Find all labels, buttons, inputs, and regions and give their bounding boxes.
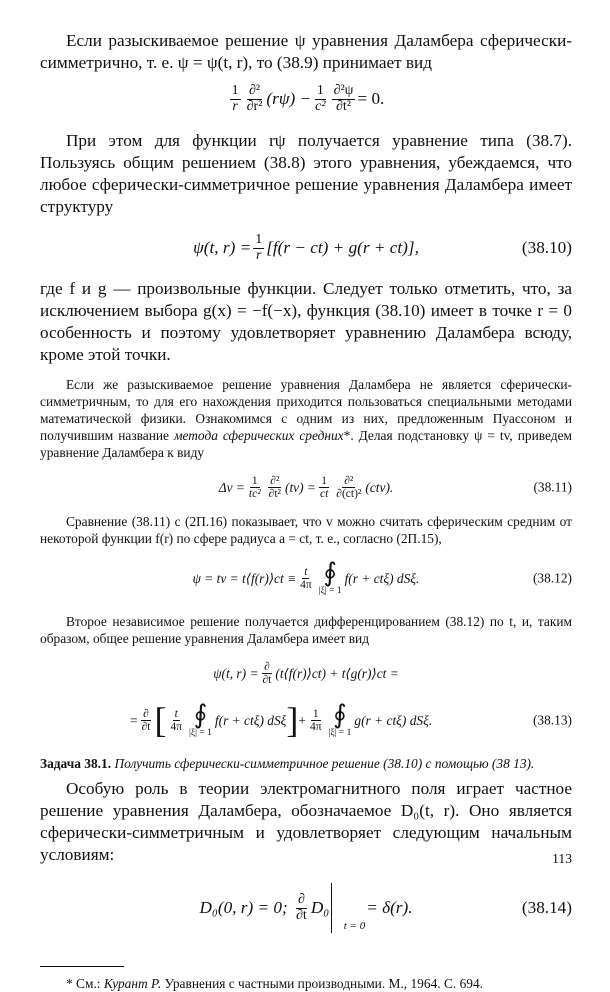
equation-number: (38.14) [521,898,572,918]
equation-number: (38.13) [532,712,572,728]
surface-integral-icon: ∮ |ξ| = 1 [328,700,352,739]
equation-number: (38.11) [533,479,572,495]
task-38-1: Задача 38.1. Получить сферически-симметричное решение (38.10) с помощью (38 13). [40,756,535,772]
equation-number: (38.12) [532,570,572,586]
paragraph-2: При этом для функции rψ получается уравнение типа (38.7). Пользуясь общим решением (38.8) этого уравнения, убеждаемся, что любое сферически-симметричное решение уравнения Даламбера имеет структуру [40,131,572,217]
page-number: 113 [552,851,572,866]
paragraph-5: Сравнение (38.11) с (2П.16) показывает, что v можно считать сферическим средним от некоторой функции f(r) по сфере радиуса a = ct, т. е., согласно (2П.15), [40,514,572,547]
footnote: * См.: Курант Р. Уравнения с частными производными. М., 1964. С. 694. [66,976,484,992]
equation-38-13-line2: = $\frac{\partial}{\partial t}$ [ $\frac{t}{4\pi}$ ∮ |ξ| = 1 f(r + ctξ) dSξ ] + $\frac{1}{4\pi}$ ∮ |ξ| = 1 g(r + ctξ) dSξ. (38.13) [130,700,572,741]
equation-number: (38.10) [521,238,572,258]
surface-integral-icon: ∮ |ξ| = 1 [189,700,212,739]
surface-integral-icon: ∮ |ξ| = 1 [318,558,342,597]
paragraph-3: где f и g — произвольные функции. Следует только отметить, что, за исключением выбора g(x) = −f(−x), функция (38.10) имеет в точке r = 0 особенность и поэтому удовлетворяет уравнению Даламбера всюду, кроме этой точки. [40,279,572,365]
page-content [40,30,572,992]
paragraph-6: Второе независимое решение получается дифференцированием (38.12) по t, и, таким образом, общее решение уравнения Даламбера имеет вид [40,614,572,647]
footnote-divider [40,966,124,967]
equation-38-10: ψ(t, r) = $\frac{1}{r}$ [f(r − ct) + g(r + ct)], (38.10) [193,232,572,263]
equation-38-14: D₀(0, r) = 0; $\frac{\partial}{\partial t}$ D₀ t = 0 = δ(r). (38.14) [40,880,572,936]
equation-38-11: Δv = $\frac{1}{\text{tc²}}$ $\frac{\text{∂²}}{\text{∂t²}}$ (tv) = $\frac{1}{ct}$ $\frac{\text{∂²}}{\text{∂(ct)²}}$ (ctv). (38.11) [218,474,572,500]
equation-38-12: ψ = tv = t⟨f(r)⟩ct ≡ $\frac{t}{4\pi}$ ∮ |ξ| = 1 f(r + ctξ) dSξ. (38.12) [192,558,572,597]
paragraph-1: Если разыскиваемое решение ψ уравнения Даламбера сферически-симметрично, т. е. ψ = ψ(t, r), то (38.9) принимает вид [40,31,572,72]
paragraph-4: Если же разыскиваемое решение уравнения Даламбера не является сферически-симметричным, то для его нахождения приходится пользоваться специальными методами математической физики. Ознакомимся с одним из них, предложенным Пуассоном и получившим название метода сферических средних*. Делая подстановку ψ = tv, приведем уравнение Даламбера к виду [40,377,573,461]
paragraph-7: Особую роль в теории электромагнитного поля играет частное решение уравнения Даламбера, обозначаемое D₀(t, r). Оно является сферически-симметричным и удовлетворяет следующим начальным условиям: [40,779,572,865]
equation-38-13-line1: ψ(t, r) = $\frac{\partial}{\partial t}$ (t⟨f(r)⟩ct) + t⟨g(r)⟩ct = [213,660,399,686]
equation-38-9-form: $\frac{1}{r}$ $\frac{\text{∂²}}{\text{∂r²}}$ (rψ) − $\frac{1}{\text{c²}}$ $\frac{\text{∂²ψ}}{\text{∂t²}}$ = 0. [231,83,385,114]
